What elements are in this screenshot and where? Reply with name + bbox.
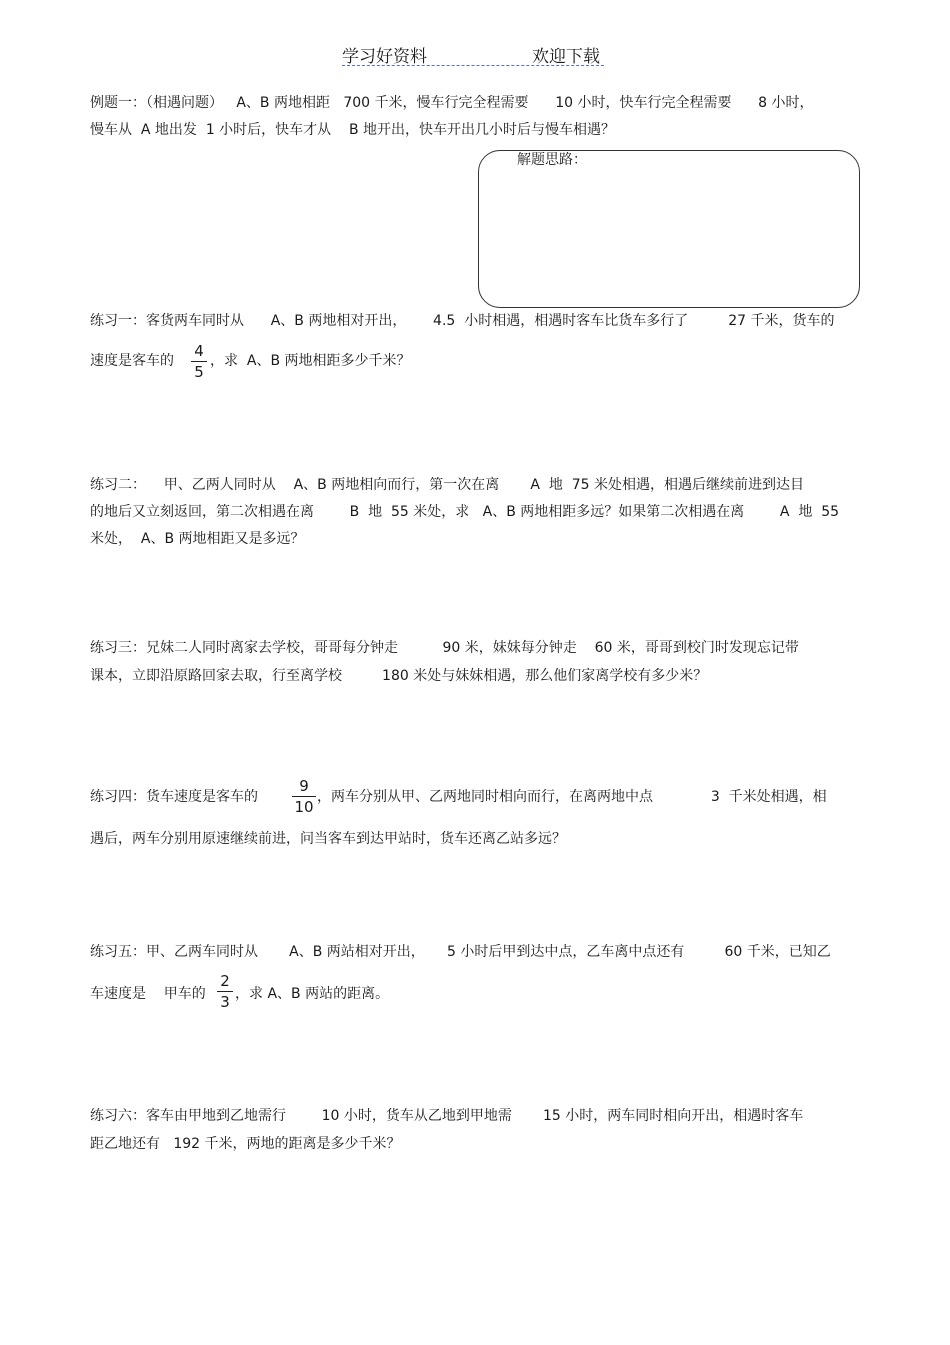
exercise6-line2: 距乙地还有 192 千米，两地的距离是多少千米？ xyxy=(90,1136,401,1152)
header-right-text: 欢迎下载 xyxy=(532,47,600,67)
exercise4-fraction xyxy=(292,777,316,816)
exercise1-fraction xyxy=(191,342,207,381)
page-header xyxy=(0,40,950,70)
exercise3-line1: 练习三：兄妹二人同时离家去学校，哥哥每分钟走 90 米，妹妹每分钟走 60 米，哥哥到校门时发现忘记带 xyxy=(90,640,799,656)
exercise2-line2: 的地后又立刻返回，第二次相遇在离 B 地 55 米处，求 A、B 两地相距多远？如果第二次相遇在离 A 地 55 xyxy=(90,504,840,520)
header-dashed-underline xyxy=(342,65,604,66)
fraction-numerator: 4 xyxy=(194,342,204,360)
fraction-numerator: 9 xyxy=(299,777,309,795)
fraction-denominator: 3 xyxy=(220,993,230,1011)
fraction-denominator: 10 xyxy=(294,798,314,816)
exercise1-line2-suffix: ，求 A、B 两地相距多少千米？ xyxy=(210,353,411,369)
exercise5-line1: 练习五：甲、乙两车同时从 A、B 两站相对开出， 5 小时后甲到达中点，乙车离中点还有 60 千米，已知乙 xyxy=(90,944,831,960)
example1-line1: 例题一：（相遇问题） A、B 两地相距 700 千米，慢车行完全程需要 10 小时，快车行完全程需要 8 小时， xyxy=(90,95,814,111)
fraction-bar xyxy=(217,991,233,992)
fraction-bar xyxy=(292,796,316,797)
header-left-text: 学习好资料 xyxy=(342,47,427,67)
solution-idea-box xyxy=(478,150,860,308)
exercise4-line1-prefix: 练习四：货车速度是客车的 xyxy=(90,789,258,805)
exercise4-line1-suffix: ，两车分别从甲、乙两地同时相向而行，在离两地中点 3 千米处相遇，相 xyxy=(317,789,827,805)
exercise4-line2: 遇后，两车分别用原速继续前进，问当客车到达甲站时，货车还离乙站多远？ xyxy=(90,831,566,847)
exercise6-line1: 练习六：客车由甲地到乙地需行 10 小时，货车从乙地到甲地需 15 小时，两车同时相向开出，相遇时客车 xyxy=(90,1108,804,1124)
exercise1-line1: 练习一：客货两车同时从 A、B 两地相对开出， 4.5 小时相遇，相遇时客车比货车多行了 27 千米，货车的 xyxy=(90,313,835,329)
fraction-denominator: 5 xyxy=(194,363,204,381)
exercise2-line3: 米处， A、B 两地相距又是多远？ xyxy=(90,531,305,547)
exercise1-line2-prefix: 速度是客车的 xyxy=(90,353,174,369)
exercise2-line1: 练习二： 甲、乙两人同时从 A、B 两地相向而行，第一次在离 A 地 75 米处相遇，相遇后继续前进到达目 xyxy=(90,477,805,493)
example1-line2: 慢车从 A 地出发 1 小时后，快车才从 B 地开出，快车开出几小时后与慢车相遇？ xyxy=(90,122,616,138)
exercise5-line2-prefix: 车速度是 甲车的 xyxy=(90,986,206,1002)
fraction-bar xyxy=(191,361,207,362)
exercise5-line2-suffix: ，求 A、B 两站的距离。 xyxy=(235,986,390,1002)
exercise5-fraction xyxy=(217,972,233,1011)
solution-idea-label: 解题思路： xyxy=(517,152,587,168)
fraction-numerator: 2 xyxy=(220,972,230,990)
exercise3-line2: 课本，立即沿原路回家去取，行至离学校 180 米处与妹妹相遇，那么他们家离学校有多少米？ xyxy=(90,668,708,684)
